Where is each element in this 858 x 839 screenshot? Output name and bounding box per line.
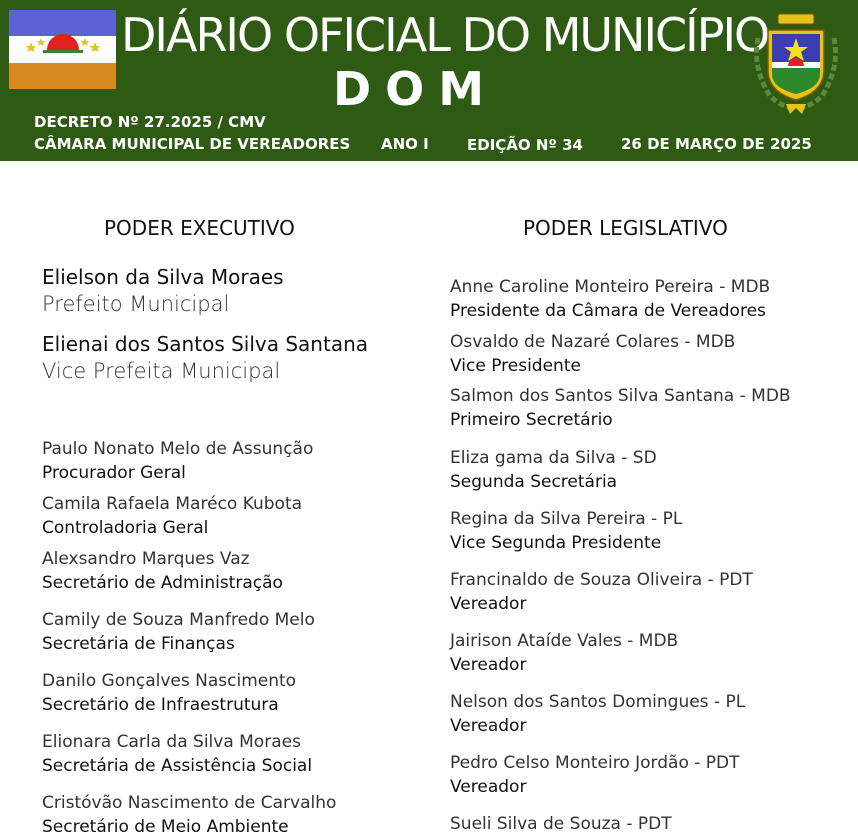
- member-name: Cristóvão Nascimento de Carvalho: [42, 793, 337, 813]
- leader-role: Vice Prefeita Municipal: [42, 359, 281, 383]
- member-name: Francinaldo de Souza Oliveira - PDT: [450, 570, 753, 590]
- leader-name: Elielson da Silva Moraes: [42, 265, 284, 289]
- member-role: Segunda Secretária: [450, 472, 618, 492]
- executive-section-title: PODER EXECUTIVO: [104, 216, 295, 240]
- legislative-member: [450, 384, 791, 432]
- member-role: Secretária de Finanças: [42, 634, 235, 654]
- header-banner: [0, 0, 858, 161]
- publication-year: ANO I: [381, 135, 429, 153]
- newspaper-title: DIÁRIO OFICIAL DO MUNICÍPIO: [121, 8, 769, 62]
- executive-member: [42, 492, 302, 540]
- member-role: Vereador: [450, 777, 527, 797]
- member-name: Jairison Ataíde Vales - MDB: [450, 631, 679, 651]
- member-name: Osvaldo de Nazaré Colares - MDB: [450, 332, 736, 352]
- decree-number: DECRETO Nº 27.2025 / CMV: [34, 113, 266, 131]
- member-role: Vice Presidente: [450, 356, 581, 376]
- executive-member: [42, 791, 336, 839]
- leader-role: Prefeito Municipal: [42, 292, 230, 316]
- legislative-member: [450, 751, 740, 799]
- member-role: Vereador: [450, 594, 527, 614]
- coat-of-arms-icon: [748, 8, 844, 116]
- member-role: Presidente da Câmara de Vereadores: [450, 301, 766, 321]
- member-role: Secretária de Assistência Social: [42, 756, 313, 776]
- member-role: Secretário de Administração: [42, 573, 283, 593]
- legislative-member: [450, 446, 657, 494]
- legislative-member: [450, 812, 672, 836]
- member-name: Camila Rafaela Maréco Kubota: [42, 494, 303, 514]
- member-name: Alexsandro Marques Vaz: [42, 549, 250, 569]
- publication-date: 26 DE MARÇO DE 2025: [621, 135, 812, 153]
- municipal-flag-icon: [9, 10, 116, 89]
- executive-leader: [42, 265, 284, 316]
- member-name: Camily de Souza Manfredo Melo: [42, 610, 315, 630]
- member-role: Primeiro Secretário: [450, 410, 613, 430]
- legislative-member: [450, 275, 770, 323]
- member-name: Nelson dos Santos Domingues - PL: [450, 692, 746, 712]
- member-role: Secretário de Infraestrutura: [42, 695, 279, 715]
- member-name: Danilo Gonçalves Nascimento: [42, 671, 297, 691]
- executive-member: [42, 669, 296, 717]
- member-role: Vereador: [450, 655, 527, 675]
- legislative-member: [450, 568, 753, 616]
- newspaper-abbreviation: DOM: [333, 62, 499, 116]
- member-name: Anne Caroline Monteiro Pereira - MDB: [450, 277, 771, 297]
- legislative-member: [450, 629, 678, 677]
- member-name: Sueli Silva de Souza - PDT: [450, 814, 672, 834]
- executive-member: [42, 437, 313, 485]
- executive-member: [42, 547, 283, 595]
- chamber-name: CÂMARA MUNICIPAL DE VEREADORES: [34, 135, 351, 153]
- edition-number: EDIÇÃO Nº 34: [467, 136, 583, 154]
- member-name: Pedro Celso Monteiro Jordão - PDT: [450, 753, 740, 773]
- member-role: Controladoria Geral: [42, 518, 209, 538]
- leader-name: Elienai dos Santos Silva Santana: [42, 332, 369, 356]
- executive-member: [42, 608, 315, 656]
- legislative-member: [450, 507, 682, 555]
- legislative-member: [450, 330, 735, 378]
- legislative-member: [450, 690, 745, 738]
- executive-leader: [42, 332, 368, 383]
- member-name: Eliza gama da Silva - SD: [450, 448, 657, 468]
- member-name: Paulo Nonato Melo de Assunção: [42, 439, 314, 459]
- member-role: Vice Segunda Presidente: [450, 533, 662, 553]
- member-role: Vereador: [450, 716, 527, 736]
- member-role: Procurador Geral: [42, 463, 186, 483]
- member-name: Regina da Silva Pereira - PL: [450, 509, 683, 529]
- legislative-section-title: PODER LEGISLATIVO: [523, 216, 728, 240]
- member-name: Salmon dos Santos Silva Santana - MDB: [450, 386, 791, 406]
- member-role: Secretário de Meio Ambiente: [42, 817, 289, 837]
- executive-member: [42, 730, 312, 778]
- member-name: Elionara Carla da Silva Moraes: [42, 732, 301, 752]
